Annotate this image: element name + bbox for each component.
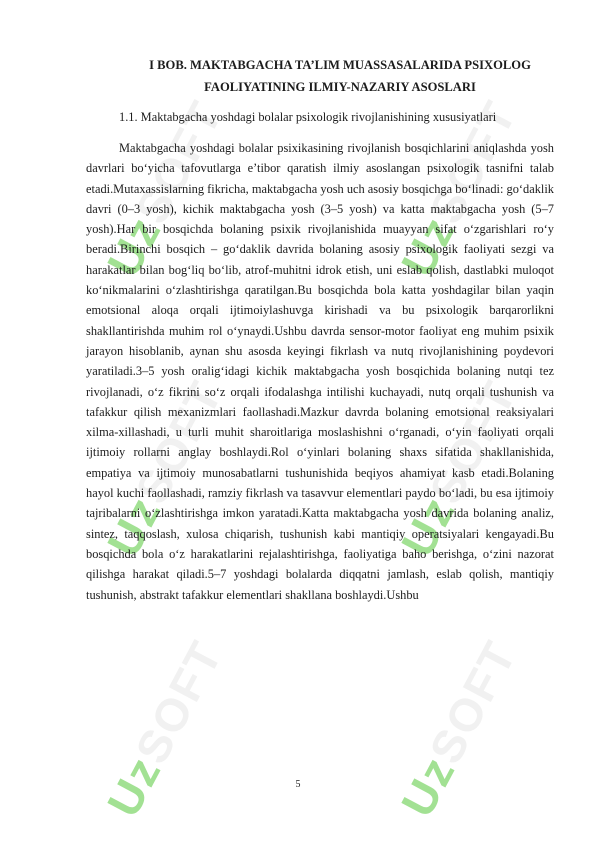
watermark-text-soft: SOFT bbox=[419, 631, 527, 772]
watermark-text: Uz bbox=[390, 207, 466, 285]
page-content bbox=[86, 54, 554, 605]
watermark-text: Uz bbox=[390, 487, 466, 565]
watermark-text-soft: SOFT bbox=[419, 91, 527, 232]
page-number: 5 bbox=[295, 779, 301, 790]
section-heading: 1.1. Maktabgacha yoshdagi bolalar psixologik rivojlanishining xususiyatlari bbox=[119, 110, 497, 124]
watermark-text: Uz bbox=[390, 747, 466, 825]
chapter-title: I BOB. MAKTABGACHA TA’LIM MUASSASALARIDA PSIXOLOG FAOLIYATINING ILMIY-NAZARIY ASOSLARI bbox=[149, 58, 531, 94]
watermark-text: Uz bbox=[96, 207, 172, 285]
watermark-text-soft: SOFT bbox=[125, 91, 233, 232]
watermark-text-soft: SOFT bbox=[125, 371, 233, 512]
watermark-text-soft: SOFT bbox=[125, 631, 233, 772]
watermark-text-soft: SOFT bbox=[419, 371, 527, 512]
watermark-text: Uz bbox=[96, 747, 172, 825]
body-paragraph: Maktabgacha yoshdagi bolalar psixikasining rivojlanish bosqichlarini aniqlashda yosh davrlari bo‘yicha tafovutlarga e’tibor qaratish ilmiy asoslangan psixologik tasnifni talab etadi.Mutaxassislarning fikricha, maktabgacha yosh uch asosiy bosqichga bo‘linadi: go‘daklik davri (0–3 yosh), kichik maktabgacha yosh (3–5 yosh) va katta maktabgacha yosh (5–7 yosh).Har bir bosqichda bolaning psixik rivojlanishida muayyan sifat o‘zgarishlari ro‘y beradi.Birinchi bosqich – go‘daklik davrida bolaning asosiy psixologik faoliyati sezgi va harakatlar bilan bog‘liq bo‘lib, atrof-muhitni idrok etish, uni eslab qolish, dastlabki muloqot ko‘nikmalarini o‘zlashtirishga qaratilgan.Bu bosqichda bola katta yoshdagilar bilan yaqin emotsional aloqa orqali ijtimoiylashuvga kirishadi va bu psixologik barqarorlikni shakllantirishda muhim rol o‘ynaydi.Ushbu davrda sensor-motor faoliyat eng muhim psixik jarayon hisoblanib, aynan shu asosda keyingi fikrlash va nutq rivojlanishining poydevori yaratiladi.3–5 yosh oralig‘idagi kichik maktabgacha yosh bosqichida bolaning nutqi tez rivojlanadi, o‘z fikrini so‘z orqali ifodalashga intilishi kuchayadi, nutq orqali tushunish va tafakkur qilish mexanizmlari faollashadi.Mazkur davrda bolaning emotsional reaksiyalari xilma-xillashadi, u turli muhit sharoitlariga moslashishni o‘rganadi, o‘yin faoliyati orqali ijtimoiy rollarni anglay boshlaydi.Rol o‘yinlari bolaning shaxs sifatida shakllanishida, empatiya va ijtimoiy munosabatlarni tushunishida beqiyos ahamiyat kasb etadi.Bolaning hayol kuchi faollashadi, ramziy fikrlash va tasavvur elementlari paydo bo‘ladi, bu esa ijtimoiy tajribalarni o‘zlashtirishga imkon yaratadi.Katta maktabgacha yosh davrida bolaning analiz, sintez, taqqoslash, xulosa chiqarish, tushunish kabi mantiqiy operatsiyalari kengayadi.Bu bosqichda bola o‘z harakatlarini rejalashtirishga, faoliyatiga baho berishga, o‘zini nazorat qilishga harakat qiladi.5–7 yoshdagi bolalarda diqqatni jamlash, eslab qolish, mantiqiy tushunish, abstrakt tafakkur elementlari shakllana boshlaydi.Ushbu bbox=[86, 141, 554, 602]
watermark-text: Uz bbox=[96, 487, 172, 565]
watermark bbox=[96, 631, 233, 825]
watermark bbox=[390, 631, 527, 825]
